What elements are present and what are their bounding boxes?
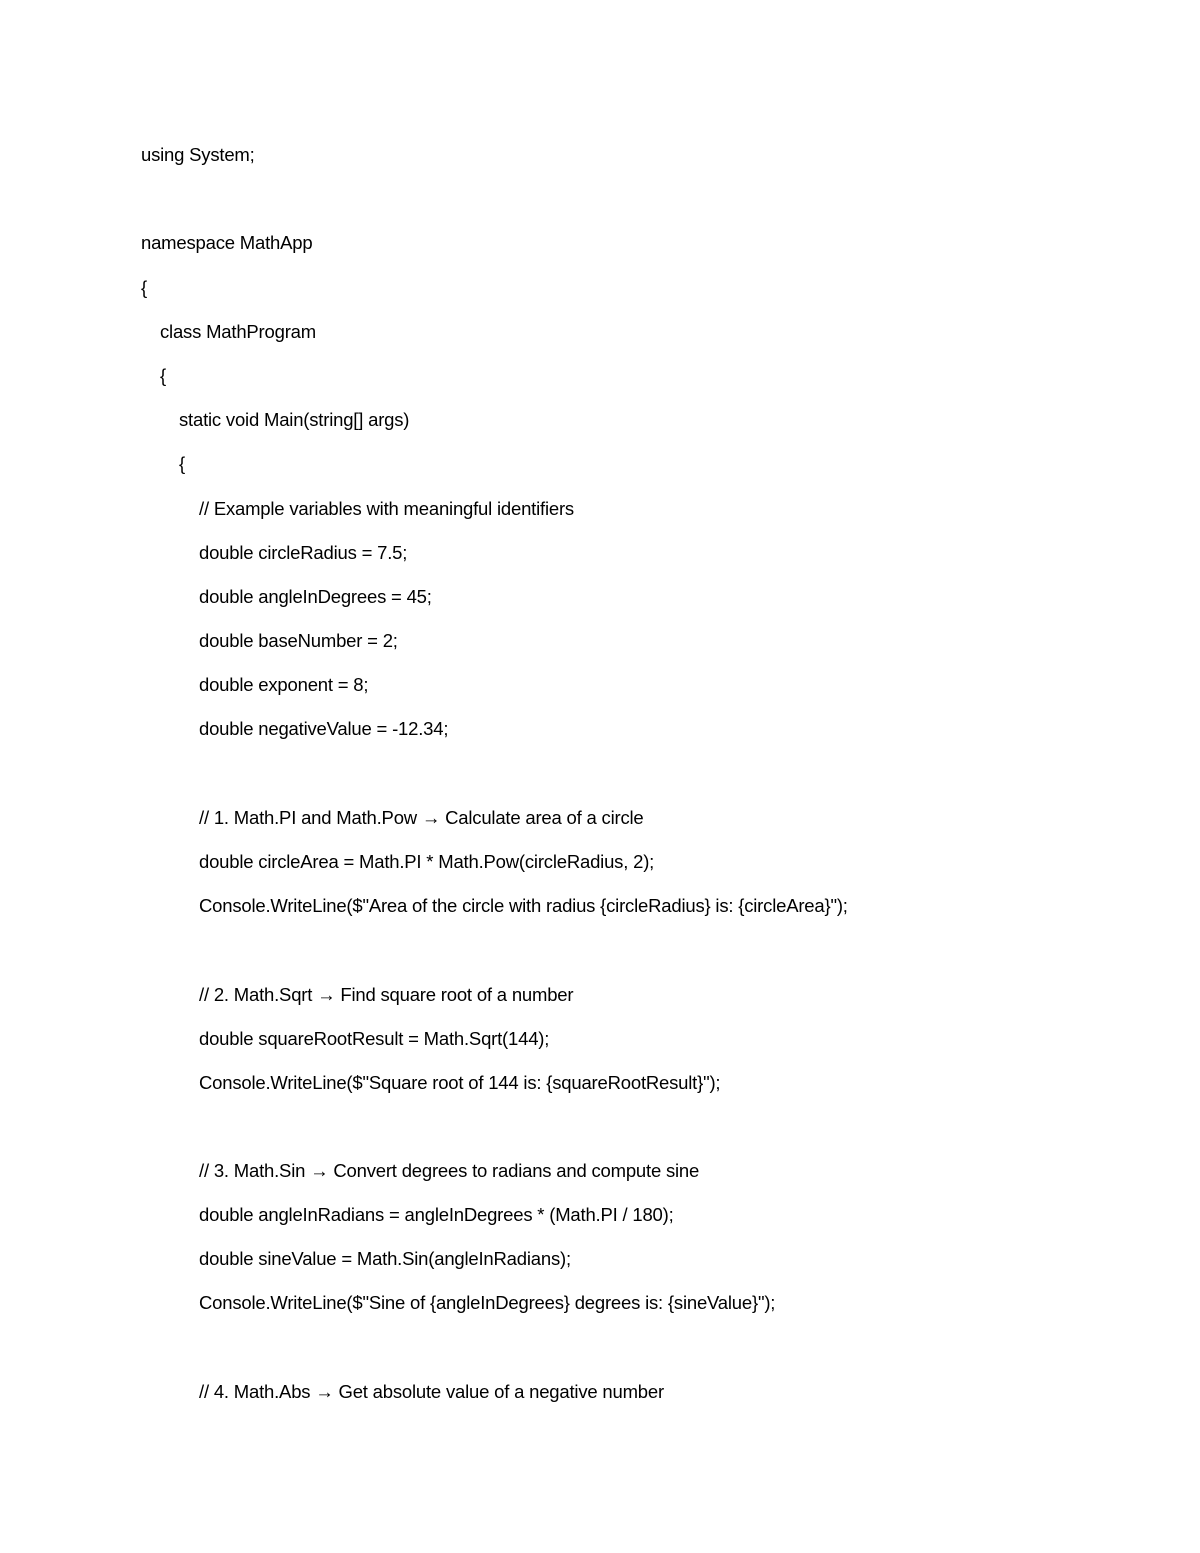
code-comment: // 4. Math.Abs → Get absolute value of a negative number (199, 1381, 664, 1402)
code-line: double angleInRadians = angleInDegrees * (Math.PI / 180); (199, 1204, 674, 1225)
code-line: double exponent = 8; (199, 674, 369, 695)
code-comment: // 1. Math.PI and Math.Pow → Calculate area of a circle (199, 807, 644, 828)
code-line: double angleInDegrees = 45; (199, 586, 432, 607)
code-comment: // 3. Math.Sin → Convert degrees to radians and compute sine (199, 1160, 700, 1181)
code-line: Console.WriteLine($"Sine of {angleInDegrees} degrees is: {sineValue}"); (199, 1292, 776, 1313)
code-line: double circleArea = Math.PI * Math.Pow(circleRadius, 2); (199, 851, 655, 872)
code-line: double baseNumber = 2; (199, 630, 398, 651)
code-line: double sineValue = Math.Sin(angleInRadians); (199, 1248, 571, 1269)
code-line: { (141, 277, 147, 298)
code-comment: // 2. Math.Sqrt → Find square root of a number (199, 984, 574, 1005)
code-line: double squareRootResult = Math.Sqrt(144); (199, 1028, 550, 1049)
code-line: { (160, 365, 166, 386)
code-comment: // Example variables with meaningful identifiers (199, 498, 574, 519)
code-line: class MathProgram (160, 321, 316, 342)
code-line: namespace MathApp (141, 232, 313, 253)
code-line: { (179, 453, 185, 474)
code-line: Console.WriteLine($"Square root of 144 is: {squareRootResult}"); (199, 1072, 721, 1093)
code-line: double circleRadius = 7.5; (199, 542, 408, 563)
code-line: using System; (141, 144, 255, 165)
code-line: Console.WriteLine($"Area of the circle with radius {circleRadius} is: {circleArea}"); (199, 895, 848, 916)
code-line: static void Main(string[] args) (179, 409, 410, 430)
code-line: double negativeValue = -12.34; (199, 718, 449, 739)
